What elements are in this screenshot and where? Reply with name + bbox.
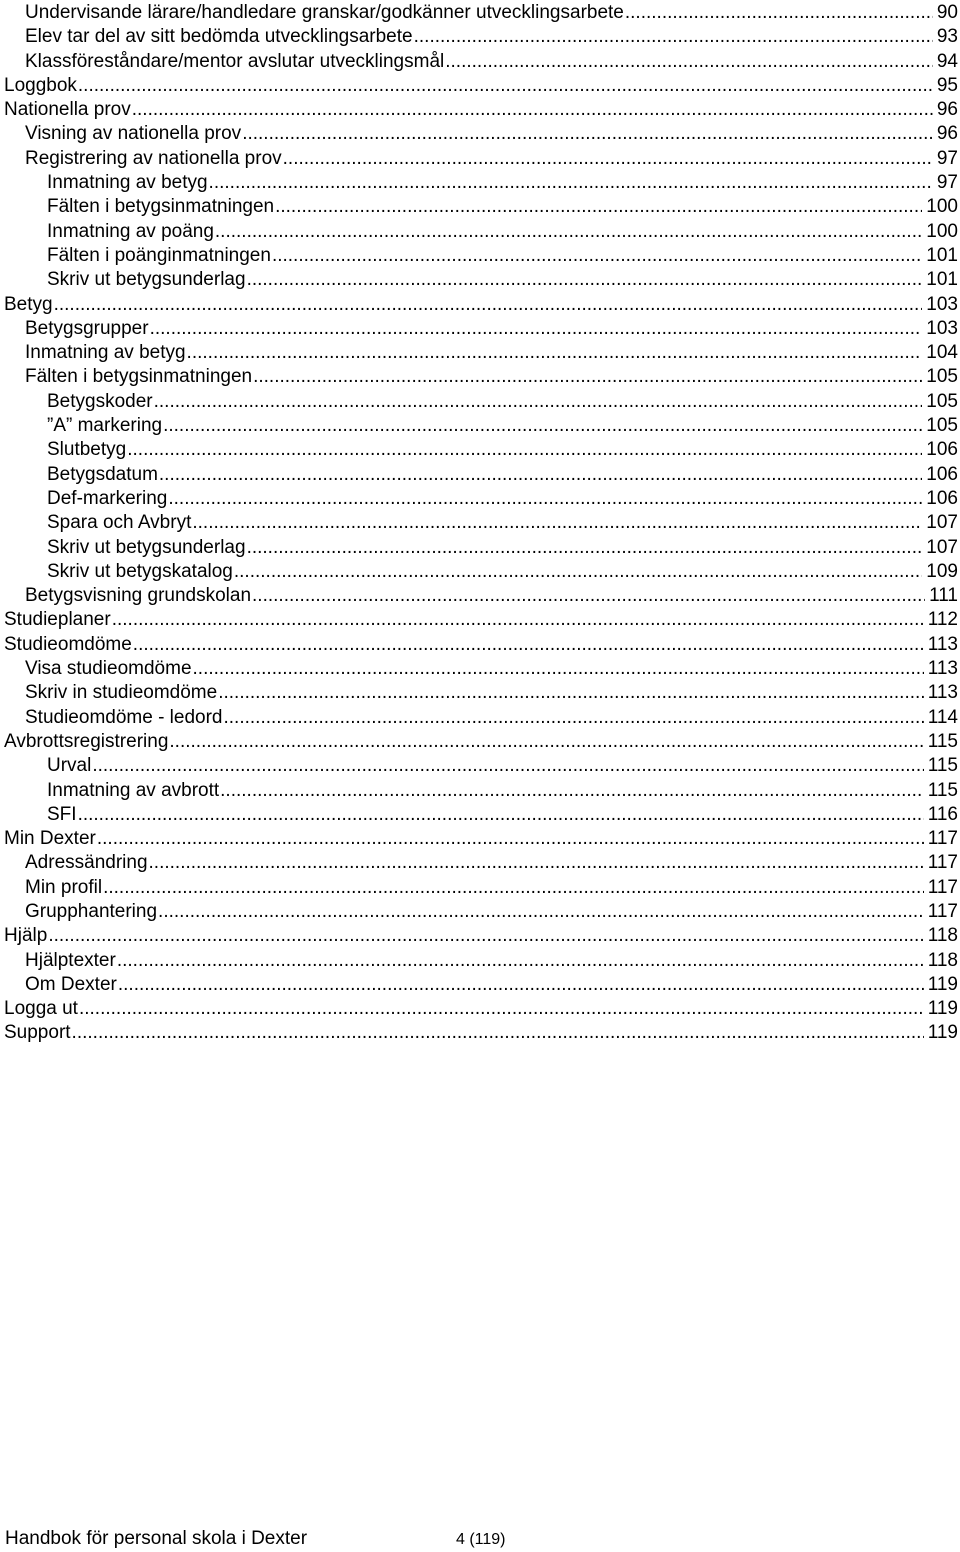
toc-entry[interactable]: [0, 608, 960, 632]
toc-entry-title: Skriv in studieomdöme: [25, 682, 218, 704]
toc-entry-page-number: 119: [927, 1022, 958, 1044]
toc-entry-page-number: 107: [926, 536, 958, 558]
toc-dot-leader: [72, 1021, 924, 1045]
toc-dot-leader: [242, 122, 933, 146]
toc-entry-page-number: 116: [927, 803, 958, 825]
toc-entry-title: Om Dexter: [25, 973, 117, 995]
page-footer: [5, 1527, 960, 1551]
toc-entry-page-number: 103: [926, 293, 958, 315]
toc-entry[interactable]: [0, 779, 960, 803]
toc-dot-leader: [275, 195, 922, 219]
toc-entry[interactable]: [0, 50, 960, 74]
toc-entry-title: SFI: [47, 803, 77, 825]
toc-entry[interactable]: [0, 876, 960, 900]
toc-entry-page-number: 115: [927, 730, 958, 752]
toc-dot-leader: [133, 633, 924, 657]
toc-entry-page-number: 106: [926, 487, 958, 509]
toc-entry[interactable]: [0, 438, 960, 462]
toc-entry-page-number: 117: [927, 828, 958, 850]
toc-entry[interactable]: [0, 98, 960, 122]
toc-entry[interactable]: [0, 511, 960, 535]
toc-entry-page-number: 109: [926, 560, 958, 582]
toc-entry-title: Elev tar del av sitt bedömda utvecklingsarbete: [25, 26, 413, 48]
toc-entry[interactable]: [0, 220, 960, 244]
toc-dot-leader: [247, 268, 923, 292]
toc-entry-page-number: 117: [927, 876, 958, 898]
toc-entry[interactable]: [0, 195, 960, 219]
toc-entry-page-number: 97: [936, 172, 958, 194]
toc-entry-title: Spara och Avbryt: [47, 512, 192, 534]
toc-entry[interactable]: [0, 25, 960, 49]
toc-dot-leader: [149, 851, 924, 875]
toc-entry-title: Fälten i betygsinmatningen: [25, 366, 253, 388]
toc-entry-title: Hjälptexter: [25, 949, 116, 971]
toc-entry-page-number: 96: [936, 123, 958, 145]
toc-dot-leader: [209, 171, 933, 195]
toc-entry[interactable]: [0, 1, 960, 25]
toc-entry[interactable]: [0, 341, 960, 365]
toc-dot-leader: [48, 924, 923, 948]
toc-entry-page-number: 118: [927, 925, 958, 947]
toc-entry-title: Logga ut: [4, 998, 78, 1020]
toc-entry-title: Registrering av nationella prov: [25, 147, 282, 169]
toc-entry[interactable]: [0, 706, 960, 730]
toc-entry-title: Inmatning av poäng: [47, 220, 214, 242]
toc-entry-page-number: 105: [926, 366, 958, 388]
toc-entry-title: Skriv ut betygsunderlag: [47, 269, 246, 291]
toc-dot-leader: [117, 949, 924, 973]
toc-entry-page-number: 117: [927, 852, 958, 874]
toc-entry-title: Nationella prov: [4, 99, 131, 121]
toc-entry-title: Betygsdatum: [47, 463, 158, 485]
toc-entry-title: Urval: [47, 755, 92, 777]
toc-entry-page-number: 94: [936, 50, 958, 72]
toc-dot-leader: [192, 511, 922, 535]
toc-entry-title: ”A” markering: [47, 415, 163, 437]
toc-entry-title: Visning av nationella prov: [25, 123, 242, 145]
toc-dot-leader: [252, 584, 925, 608]
toc-dot-leader: [158, 900, 924, 924]
toc-dot-leader: [78, 803, 924, 827]
toc-entry-page-number: 100: [926, 220, 958, 242]
toc-entry-page-number: 97: [936, 147, 958, 169]
toc-entry[interactable]: [0, 827, 960, 851]
toc-entry-title: Fälten i betygsinmatningen: [47, 196, 275, 218]
toc-entry[interactable]: [0, 390, 960, 414]
toc-dot-leader: [224, 706, 924, 730]
toc-entry-page-number: 113: [927, 633, 958, 655]
toc-entry-page-number: 105: [926, 390, 958, 412]
toc-dot-leader: [54, 293, 923, 317]
toc-entry[interactable]: [0, 317, 960, 341]
toc-entry-title: Avbrottsregistrering: [4, 730, 169, 752]
toc-entry-title: Fälten i poänginmatningen: [47, 244, 271, 266]
toc-entry[interactable]: [0, 268, 960, 292]
toc-entry[interactable]: [0, 633, 960, 657]
toc-entry-page-number: 118: [927, 949, 958, 971]
toc-dot-leader: [220, 779, 924, 803]
table-of-contents: [0, 1, 960, 1046]
toc-entry-title: Inmatning av avbrott: [47, 779, 220, 801]
footer-page-number: 4 (119): [456, 1531, 506, 1548]
toc-entry-title: Studieomdöme - ledord: [25, 706, 223, 728]
toc-dot-leader: [97, 827, 924, 851]
toc-entry[interactable]: [0, 754, 960, 778]
toc-entry[interactable]: [0, 900, 960, 924]
toc-dot-leader: [112, 608, 924, 632]
toc-entry[interactable]: [0, 365, 960, 389]
toc-entry-title: Betyg: [4, 293, 53, 315]
toc-dot-leader: [247, 536, 923, 560]
toc-entry-title: Def-markering: [47, 487, 168, 509]
toc-entry[interactable]: [0, 171, 960, 195]
toc-entry[interactable]: [0, 122, 960, 146]
toc-entry-page-number: 95: [936, 74, 958, 96]
toc-entry[interactable]: [0, 584, 960, 608]
toc-dot-leader: [150, 317, 923, 341]
toc-entry-page-number: 117: [927, 900, 958, 922]
toc-dot-leader: [163, 414, 922, 438]
toc-entry-page-number: 90: [936, 2, 958, 23]
toc-dot-leader: [193, 657, 924, 681]
toc-entry[interactable]: [0, 147, 960, 171]
toc-entry-title: Betygsgrupper: [25, 317, 149, 339]
toc-entry[interactable]: [0, 803, 960, 827]
toc-dot-leader: [118, 973, 924, 997]
toc-entry[interactable]: [0, 924, 960, 948]
toc-entry-title: Adressändring: [25, 852, 148, 874]
toc-dot-leader: [132, 98, 933, 122]
toc-dot-leader: [154, 390, 923, 414]
toc-dot-leader: [103, 876, 924, 900]
toc-entry-title: Inmatning av betyg: [25, 342, 186, 364]
toc-dot-leader: [159, 463, 922, 487]
toc-entry-page-number: 106: [926, 439, 958, 461]
toc-entry-title: Min profil: [25, 876, 103, 898]
toc-entry-page-number: 104: [926, 342, 958, 364]
toc-entry[interactable]: [0, 244, 960, 268]
toc-entry-title: Studieplaner: [4, 609, 111, 631]
toc-entry[interactable]: [0, 487, 960, 511]
toc-dot-leader: [283, 147, 933, 171]
toc-entry-page-number: 119: [927, 998, 958, 1020]
toc-entry[interactable]: [0, 74, 960, 98]
toc-entry-page-number: 96: [936, 99, 958, 121]
footer-document-title: Handbok för personal skola i Dexter: [5, 1528, 308, 1549]
toc-dot-leader: [445, 50, 933, 74]
toc-dot-leader: [78, 74, 933, 98]
toc-entry[interactable]: [0, 560, 960, 584]
toc-dot-leader: [168, 487, 922, 511]
toc-entry-page-number: 113: [927, 682, 958, 704]
toc-dot-leader: [218, 681, 924, 705]
toc-dot-leader: [625, 1, 933, 25]
toc-entry[interactable]: [0, 414, 960, 438]
toc-entry-title: Loggbok: [4, 74, 77, 96]
toc-entry-page-number: 112: [927, 609, 958, 631]
toc-dot-leader: [234, 560, 922, 584]
toc-entry-title: Slutbetyg: [47, 439, 127, 461]
toc-entry-title: Support: [4, 1022, 71, 1044]
toc-dot-leader: [253, 365, 922, 389]
toc-entry[interactable]: [0, 949, 960, 973]
toc-entry-title: Min Dexter: [4, 828, 96, 850]
toc-entry[interactable]: [0, 681, 960, 705]
toc-entry-page-number: 115: [927, 779, 958, 801]
toc-entry[interactable]: [0, 997, 960, 1021]
toc-entry-page-number: 111: [929, 585, 958, 607]
toc-entry[interactable]: [0, 851, 960, 875]
toc-entry-page-number: 113: [927, 658, 958, 680]
toc-entry[interactable]: [0, 463, 960, 487]
toc-entry-page-number: 107: [926, 512, 958, 534]
toc-entry-title: Betygskoder: [47, 390, 153, 412]
toc-entry-title: Studieomdöme: [4, 633, 132, 655]
toc-entry[interactable]: [0, 730, 960, 754]
toc-dot-leader: [127, 438, 922, 462]
toc-dot-leader: [187, 341, 923, 365]
toc-entry-title: Inmatning av betyg: [47, 172, 208, 194]
toc-entry-page-number: 115: [927, 755, 958, 777]
toc-entry-page-number: 93: [936, 26, 958, 48]
toc-entry-title: Undervisande lärare/handledare granskar/godkänner utvecklingsarbete: [25, 2, 624, 23]
toc-dot-leader: [92, 754, 923, 778]
toc-entry-page-number: 105: [926, 415, 958, 437]
toc-entry-page-number: 106: [926, 463, 958, 485]
toc-entry-page-number: 100: [926, 196, 958, 218]
toc-dot-leader: [215, 220, 922, 244]
toc-entry[interactable]: [0, 973, 960, 997]
toc-entry-title: Visa studieomdöme: [25, 658, 192, 680]
toc-dot-leader: [414, 25, 933, 49]
toc-entry-title: Klassföreståndare/mentor avslutar utvecklingsmål: [25, 50, 445, 72]
toc-entry-page-number: 114: [927, 706, 958, 728]
toc-entry-page-number: 119: [927, 973, 958, 995]
toc-entry-title: Betygsvisning grundskolan: [25, 585, 252, 607]
toc-dot-leader: [169, 730, 923, 754]
toc-entry[interactable]: [0, 293, 960, 317]
toc-dot-leader: [272, 244, 922, 268]
toc-entry[interactable]: [0, 1021, 960, 1045]
toc-entry-page-number: 101: [926, 244, 958, 266]
toc-entry-title: Skriv ut betygskatalog: [47, 560, 233, 582]
toc-entry-title: Grupphantering: [25, 900, 158, 922]
toc-entry[interactable]: [0, 657, 960, 681]
toc-entry-title: Skriv ut betygsunderlag: [47, 536, 246, 558]
toc-entry-page-number: 101: [926, 269, 958, 291]
toc-entry-title: Hjälp: [4, 925, 48, 947]
toc-entry-page-number: 103: [926, 317, 958, 339]
toc-dot-leader: [79, 997, 924, 1021]
toc-entry[interactable]: [0, 536, 960, 560]
